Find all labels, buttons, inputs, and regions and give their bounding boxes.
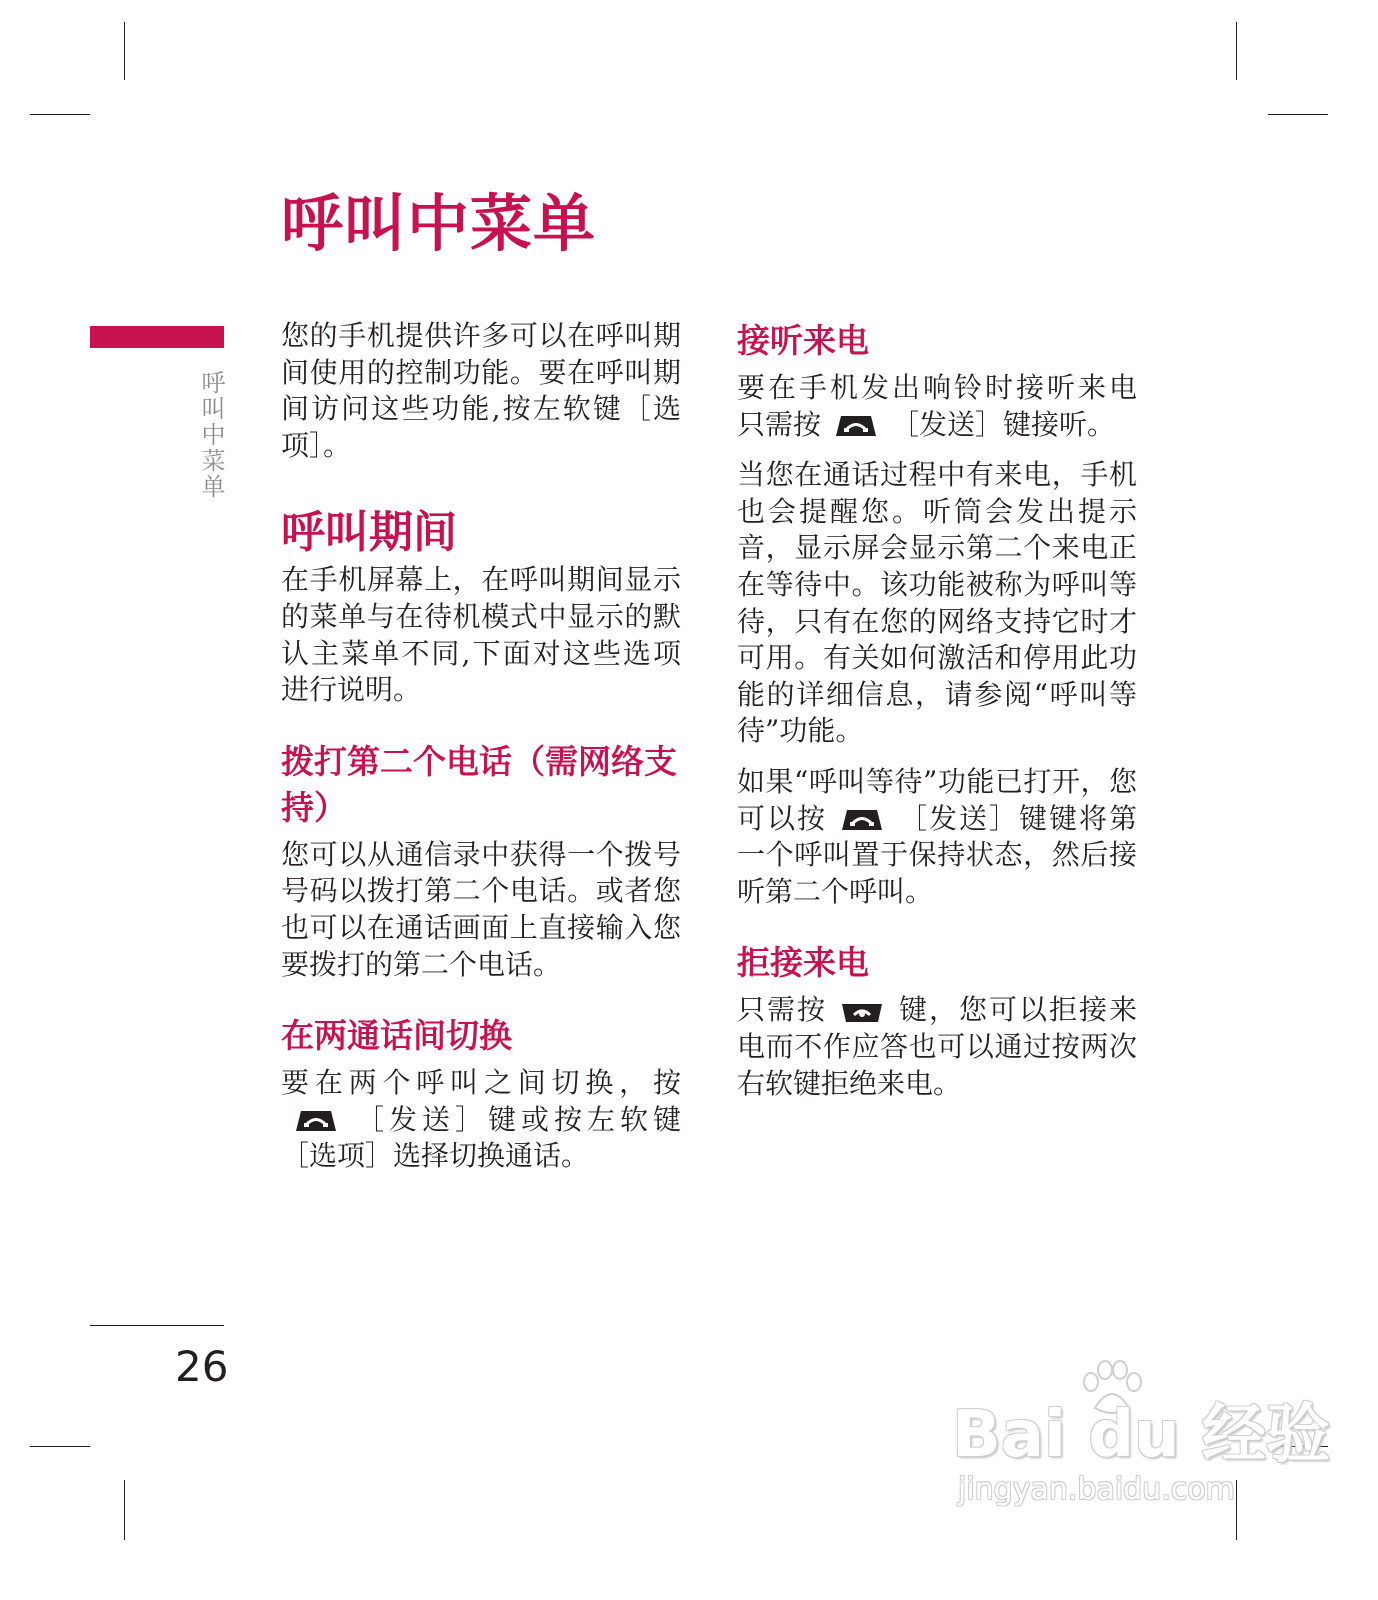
section-body-switch-calls — [281, 1065, 681, 1175]
section-heading-second-call: 拨打第二个电话（需网络支持） — [281, 741, 677, 827]
send-key-icon — [841, 808, 883, 832]
answer-text-after: ［发送］键接听。 — [891, 407, 1116, 441]
crop-mark-top-right-h — [1268, 114, 1328, 115]
section-heading-switch-calls: 在两通话间切换 — [281, 1016, 512, 1056]
page-number-rule — [90, 1325, 224, 1326]
right-column — [737, 318, 1137, 1102]
section-body-second-call: 您可以从通信录中获得一个拨号号码以拨打第二个电话。或者您也可以在通话画面上直接输入您要拨打的第二个电话。 — [281, 837, 681, 981]
section-heading-reject-call: 拒接来电 — [737, 943, 869, 983]
watermark-brand: Bai du 经验 — [952, 1398, 1330, 1472]
send-key-icon — [295, 1109, 337, 1133]
hold-text-after: ［发送］键键将第一个呼叫置于保持状态，然后接听第二个呼叫。 — [737, 801, 1137, 908]
answer-paragraph-1 — [737, 370, 1137, 443]
left-column — [281, 318, 681, 1175]
crop-mark-top-left-v — [124, 22, 125, 80]
answer-text-before: 要在手机发出响铃时接听来电 只需按 — [737, 371, 1137, 441]
send-key-icon — [835, 414, 877, 438]
reject-text-after: 键，您可以拒接来电而不作应答也可以通过按两次右软键拒绝来电。 — [737, 993, 1137, 1100]
crop-mark-bottom-left-h — [30, 1446, 90, 1447]
section-body-during-call: 在手机屏幕上，在呼叫期间显示的菜单与在待机模式中显示的默认主菜单不同,下面对这些选项进行说明。 — [281, 563, 681, 707]
page-number: 26 — [175, 1342, 229, 1391]
page-title: 呼叫中菜单 — [281, 187, 597, 260]
section-heading-during-call: 呼叫期间 — [281, 507, 457, 559]
hold-text-before: 如果“呼叫等待”功能已打开，您可以按 — [737, 764, 1137, 835]
end-key-icon — [841, 1000, 883, 1024]
answer-paragraph-3 — [737, 764, 1137, 910]
switch-text-before: 要在两个呼叫之间切换，按 — [281, 1066, 681, 1100]
section-heading-answer-call: 接听来电 — [737, 321, 869, 360]
side-tab-bar — [90, 326, 224, 348]
reject-paragraph — [737, 992, 1137, 1102]
side-tab-label: 呼叫中菜单 — [197, 370, 225, 500]
switch-text-after: ［发送］键或按左软键［选项］选择切换通话。 — [281, 1102, 681, 1173]
watermark — [952, 1360, 1330, 1520]
crop-mark-bottom-left-v — [124, 1480, 125, 1540]
intro-paragraph: 您的手机提供许多可以在呼叫期间使用的控制功能。要在呼叫期间访问这些功能,按左软键［选项］。 — [281, 319, 681, 462]
crop-mark-top-left-h — [30, 114, 90, 115]
reject-text-before: 只需按 — [737, 993, 827, 1027]
answer-paragraph-2: 当您在通话过程中有来电，手机也会提醒您。听筒会发出提示音，显示屏会显示第二个来电正在等待中。该功能被称为呼叫等待，只有在您的网络支持它时才可用。有关如何激活和停用此功能的详细信息，请参阅“呼叫等待”功能。 — [737, 458, 1137, 748]
crop-mark-top-right-v — [1236, 22, 1237, 80]
watermark-domain: jingyan.baidu.com — [958, 1472, 1235, 1507]
